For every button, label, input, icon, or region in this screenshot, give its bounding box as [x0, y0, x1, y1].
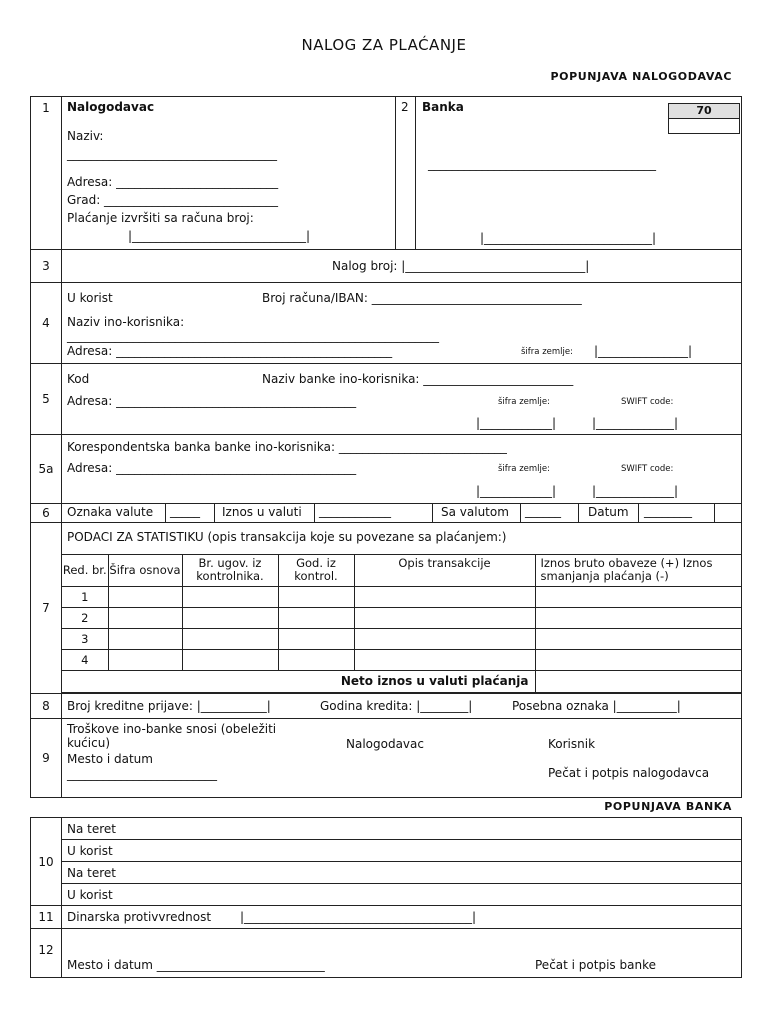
order-number-field[interactable]: Nalog broj: |______________________________|	[332, 259, 590, 273]
row-index: 2	[62, 607, 108, 628]
beneficiary-name-field[interactable]: ______________________________________________________________	[67, 329, 439, 343]
bank-account-field[interactable]: |____________________________|	[480, 231, 657, 245]
payer-city-field[interactable]: Grad: _____________________________	[67, 193, 279, 207]
payer-option[interactable]: Nalogodavac	[346, 736, 424, 751]
beneficiary-address-field[interactable]: Adresa: ______________________________________________	[67, 344, 393, 358]
payer-label: Nalogodavac	[67, 100, 155, 114]
cell-divider	[214, 504, 215, 522]
header-amount: Iznos bruto obaveze (+) Iznos smanjanja plaćanja (-)	[535, 555, 741, 586]
row-number: 7	[31, 523, 62, 694]
row-number: 5	[31, 364, 62, 435]
table-row	[62, 607, 741, 628]
bank-place-date-field[interactable]: Mesto i datum ____________________________	[67, 958, 325, 972]
row-number: 12	[31, 929, 62, 978]
payer-signature-label: Pečat i potpis nalogodavca	[548, 765, 710, 780]
amount-label: Iznos u valuti	[222, 505, 302, 519]
row-number: 5a	[31, 435, 62, 504]
correspondent-address-field[interactable]: Adresa: ________________________________________	[67, 461, 357, 475]
net-amount-cell[interactable]	[535, 670, 741, 692]
with-currency-label: Sa valutom	[441, 505, 509, 519]
table-cell[interactable]	[354, 586, 535, 607]
header-transaction-description: Opis transakcije	[354, 555, 535, 586]
dinar-equivalent-field[interactable]: |______________________________________|	[240, 910, 477, 924]
row-index: 3	[62, 628, 108, 649]
bank-label: Banka	[422, 100, 464, 114]
row-number: 4	[31, 283, 62, 364]
swift-label: SWIFT code:	[621, 397, 674, 407]
row-number: 3	[31, 250, 62, 283]
beneficiary-option[interactable]: Korisnik	[548, 736, 596, 751]
cell-divider	[520, 504, 521, 522]
table-row	[62, 628, 741, 649]
country-code-label: šifra zemlje:	[498, 397, 550, 407]
table-row	[62, 649, 741, 670]
country-code-label: šifra zemlje:	[498, 464, 550, 474]
header-basis-code: Šifra osnova	[108, 555, 182, 586]
code-box-value: 70	[669, 104, 739, 119]
debit-row-1[interactable]: Na teret	[62, 818, 742, 840]
row-number: 9	[31, 718, 62, 797]
dinar-equivalent-label: Dinarska protivvrednost	[67, 910, 212, 924]
table-cell[interactable]	[535, 586, 741, 607]
bank-signature-label: Pečat i potpis banke	[535, 958, 656, 972]
column-divider	[415, 97, 416, 249]
net-amount-label: Neto iznos u valuti plaćanja	[62, 670, 535, 692]
table-row	[62, 586, 741, 607]
payer-account-label: Plaćanje izvršiti sa računa broj:	[67, 211, 254, 225]
table-cell[interactable]	[182, 649, 278, 670]
statistics-title: PODACI ZA STATISTIKU (opis transakcija koje su povezane sa plaćanjem:)	[67, 530, 507, 544]
table-cell[interactable]	[182, 607, 278, 628]
amount-field[interactable]: ____________	[319, 504, 391, 518]
currency-field[interactable]: _____	[170, 504, 200, 518]
table-cell[interactable]	[108, 649, 182, 670]
bank-address-field[interactable]: Adresa: ________________________________________	[67, 394, 357, 408]
row-number: 6	[31, 504, 62, 523]
payer-address-field[interactable]: Adresa: ___________________________	[67, 175, 279, 189]
row-number: 1	[31, 97, 62, 250]
place-date-label: Mesto i datum	[67, 751, 153, 766]
table-cell[interactable]	[278, 649, 354, 670]
special-mark-field[interactable]: Posebna oznaka |__________|	[512, 698, 681, 713]
iban-field[interactable]: Broj računa/IBAN: ___________________________________	[262, 291, 582, 305]
country-code-field[interactable]: |____________|	[476, 484, 557, 498]
table-cell[interactable]	[182, 628, 278, 649]
table-cell[interactable]	[278, 586, 354, 607]
table-cell[interactable]	[354, 628, 535, 649]
cell-divider	[432, 504, 433, 522]
row-number: 11	[31, 906, 62, 929]
payer-form	[30, 96, 742, 798]
cell-divider	[638, 504, 639, 522]
row-number: 8	[31, 693, 62, 718]
beneficiary-bank-field[interactable]: Naziv banke ino-korisnika: _________________________	[262, 372, 574, 386]
row-index: 1	[62, 586, 108, 607]
bank-form	[30, 817, 742, 978]
form-title: NALOG ZA PLAĆANJE	[301, 36, 467, 54]
credit-row-2[interactable]: U korist	[62, 884, 742, 906]
credit-row-1[interactable]: U korist	[62, 840, 742, 862]
swift-label: SWIFT code:	[621, 464, 674, 474]
table-cell[interactable]	[108, 586, 182, 607]
table-cell[interactable]	[108, 628, 182, 649]
swift-field[interactable]: |_____________|	[592, 416, 679, 430]
currency-label: Oznaka valute	[67, 505, 154, 519]
filled-by-bank: POPUNJAVA BANKA	[604, 800, 732, 813]
costs-label: Troškove ino-banke snosi (obeležiti kućicu)	[67, 721, 277, 750]
cell-divider	[714, 504, 715, 522]
payer-account-field[interactable]: |_____________________________|	[128, 229, 311, 243]
table-cell[interactable]	[108, 607, 182, 628]
bank-name-field[interactable]: ______________________________________	[428, 157, 656, 171]
country-code-label: šifra zemlje:	[521, 347, 573, 357]
column-divider	[395, 97, 396, 249]
code-label: Kod	[67, 372, 90, 386]
table-cell[interactable]	[535, 628, 741, 649]
table-cell[interactable]	[278, 628, 354, 649]
credit-year-field[interactable]: Godina kredita: |________|	[320, 698, 473, 713]
with-currency-field[interactable]: ______	[525, 504, 561, 518]
header-control-year: God. iz kontrol.	[278, 555, 354, 586]
table-cell[interactable]	[278, 607, 354, 628]
table-cell[interactable]	[535, 649, 741, 670]
row-number: 2	[401, 100, 409, 114]
debit-row-2[interactable]: Na teret	[62, 862, 742, 884]
correspondent-bank-field[interactable]: Korespondentska banka banke ino-korisnika: ____________________________	[67, 440, 507, 454]
date-field[interactable]: ________	[644, 504, 692, 518]
swift-field[interactable]: |_____________|	[592, 484, 679, 498]
date-label: Datum	[588, 505, 629, 519]
country-code-field[interactable]: |_______________|	[594, 344, 693, 358]
credit-application-field[interactable]: Broj kreditne prijave: |___________|	[67, 698, 271, 713]
payer-name-label: Naziv:	[67, 129, 104, 143]
filled-by-payer: POPUNJAVA NALOGODAVAC	[550, 70, 732, 83]
cell-divider	[165, 504, 166, 522]
table-cell[interactable]	[354, 607, 535, 628]
row-index: 4	[62, 649, 108, 670]
table-cell[interactable]	[354, 649, 535, 670]
country-code-field[interactable]: |____________|	[476, 416, 557, 430]
header-row-number: Red. br.	[62, 555, 108, 586]
cell-divider	[578, 504, 579, 522]
header-contract-number: Br. ugov. iz kontrolnika.	[182, 555, 278, 586]
place-date-field[interactable]: _________________________	[67, 766, 217, 781]
statistics-table	[62, 555, 741, 693]
in-favor-label: U korist	[67, 291, 113, 305]
table-cell[interactable]	[182, 586, 278, 607]
cell-divider	[314, 504, 315, 522]
table-cell[interactable]	[535, 607, 741, 628]
beneficiary-name-label: Naziv ino-korisnika:	[67, 315, 185, 329]
code-box	[668, 103, 740, 134]
payer-name-field[interactable]: ___________________________________	[67, 147, 277, 161]
row-number: 10	[31, 818, 62, 906]
